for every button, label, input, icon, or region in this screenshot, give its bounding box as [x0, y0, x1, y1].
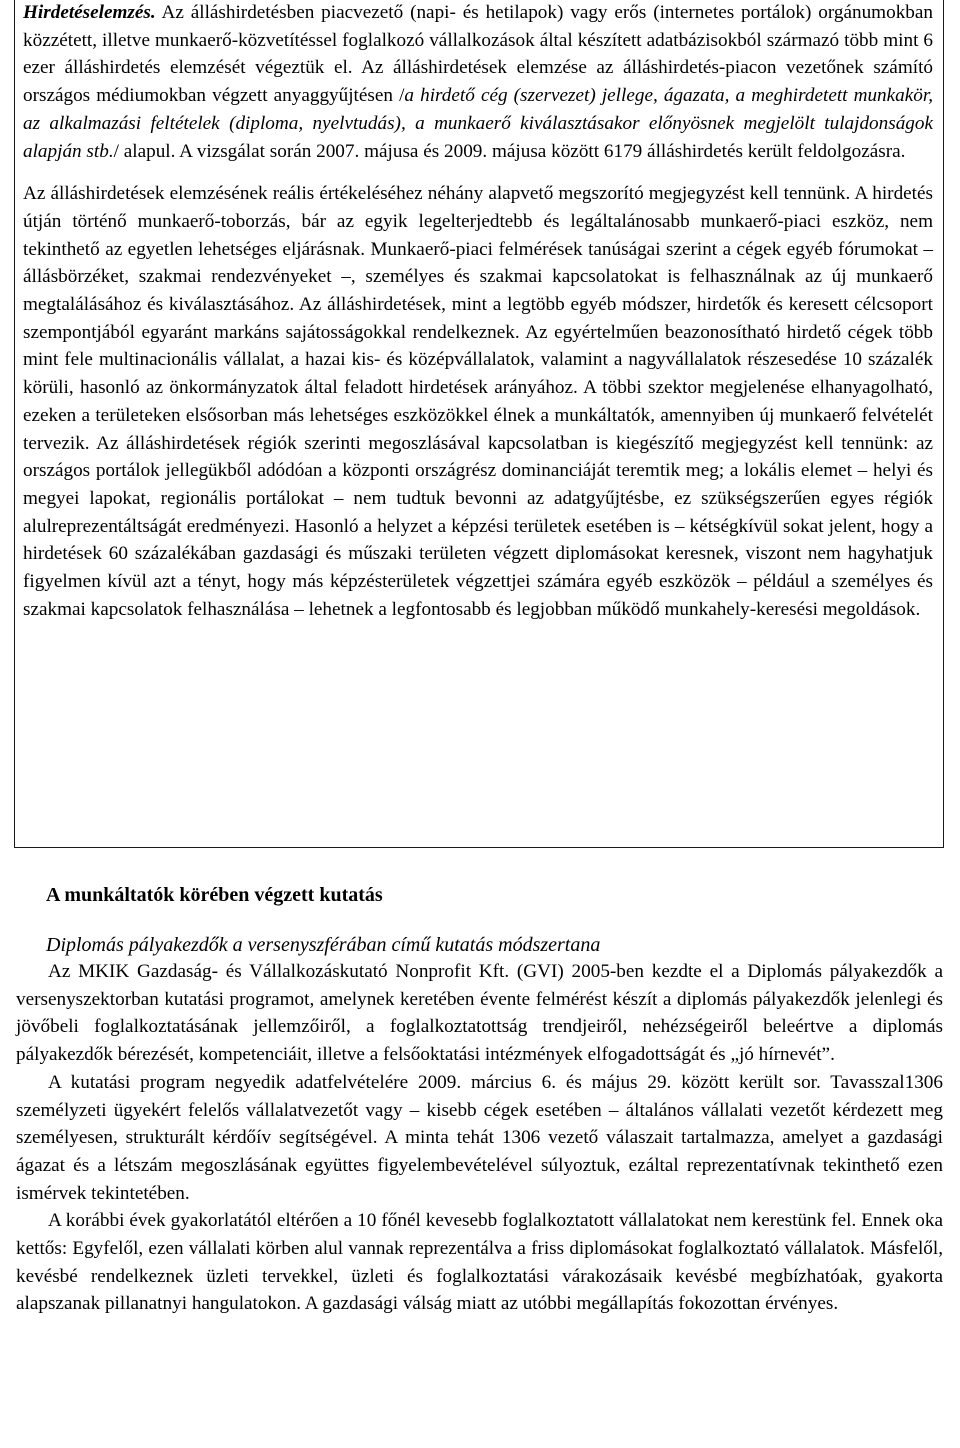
summary-box: [14, 0, 944, 848]
box-lead-title: Hirdetéselemzés.: [23, 2, 156, 23]
section-subheading: Diplomás pályakezdők a versenyszférában című kutatás módszertana: [46, 934, 601, 956]
section-paragraph-2: A kutatási program negyedik adatfelvételére 2009. március 6. és május 29. között került sor. Tavasszal1306 személyzeti ügyekért felelős vállalatvezetőt vagy – kisebb cégek esetében – általános vállalati vezetőt kérdezett meg személyesen, strukturált kérdőív segítségével. A minta tehát 1306 vezető válaszait tartalmazza, amelyet a gazdasági ágazat és a létszám megoszlásának együttes figyelembevételével súlyoztuk, ezáltal reprezentatívnak tekinthető ezen ismérvek tekintetében.: [16, 1071, 943, 1204]
box-p1-text: Az álláshirdetésben piacvezető (napi- és hetilapok) vagy erős (internetes portálok) orgánumokban közzétett, illetve munkaerő-közvetítéssel foglalkozó vállalkozások által készített adatbázisokból származó több mint 6 ezer álláshirdetés elemzését végeztük el. Az álláshirdetések elemzése az álláshirdetés-piacon vezetőnek számító országos médiumokban végzett anyaggyűjtésen /: [23, 2, 933, 107]
section-paragraph-1: Az MKIK Gazdaság- és Vállalkozáskutató Nonprofit Kft. (GVI) 2005-ben kezdte el a Diplomás pályakezdők a versenyszektorban kutatási programot, amelynek keretében évente felmérést készít a diplomás pályakezdők jelenlegi és jövőbeli foglalkoztatásának jellemzőiről, a foglalkoztatottság trendjeiről, nehézségeiről beleértve a diplomás pályakezdők bérezését, kompetenciáit, illetve a felsőoktatási intézmények elfogadottságát és „jó hírnevét”.: [16, 961, 943, 1066]
section-paragraph-3: A korábbi évek gyakorlatától eltérően a 10 főnél kevesebb foglalkoztatott vállalatokat nem kerestünk fel. Ennek oka kettős: Egyfelől, ezen vállalati körben alul vannak reprezentálva a friss diplomásokat foglalkoztató vállalatok. Másfelől, kevésbé rendelkeznek üzleti tervekkel, üzleti és foglalkoztatási várakozásaik kevésbé megbízhatóak, gyakorta alapszanak pillanatnyi hangulatokon. A gazdasági válság miatt az utóbbi megállapítás fokozottan érvényes.: [16, 1210, 943, 1315]
box-p1-end: / alapul. A vizsgálat során 2007. májusa és 2009. májusa között 6179 álláshirdetés került feldolgozásra.: [113, 140, 906, 162]
box-paragraph-1: [15, 0, 943, 165]
section-heading: A munkáltatók körében végzett kutatás: [46, 884, 383, 906]
research-section: [14, 880, 944, 1318]
box-paragraph-2: Az álláshirdetések elemzésének reális értékeléséhez néhány alapvető megszorító megjegyzést kell tennünk. A hirdetés útján történő munkaerő-toborzás, bár az egyik legelterjedtebb és legáltalánosabb munkaerő-piaci eszköz, nem tekinthető az egyetlen lehetséges eljárásnak. Munkaerő-piaci felmérések tanúságai szerint a cégek egyéb fórumokat – állásbörzéket, szakmai rendezvényeket –, személyes és szakmai kapcsolatokat is felhasználnak az új munkaerő megtalálásához és kiválasztásához. Az álláshirdetések, mint a legtöbb egyéb módszer, hirdetők és keresett célcsoport szempontjából egyaránt markáns sajátosságokkal rendelkeznek. Az egyértelműen beazonosítható hirdető cégek több mint fele multinacionális vállalat, a hazai kis- és középvállalatok, valamint a nagyvállalatok részesedése 10 százalék körüli, hasonló az önkormányzatok által feladott hirdetések arányához. A többi szektor megjelenése elhanyagolható, ezeken a területeken elsősorban más lehetséges eszközökkel élnek a munkáltatók, amennyiben új munkaerő felvételét tervezik. Az álláshirdetések régiók szerinti megoszlásával kapcsolatban is kiegészítő megjegyzést kell tennünk: az országos portálok jellegükből adódóan a központi országrész dominanciáját teremtik meg; a lokális elemet – helyi és megyei lapokat, regionális portálokat – nem tudtuk bevonni az adatgyűjtésbe, ez szükségszerűen egyes régiók alulreprezentáltságát eredményezi. Hasonló a helyzet a képzési területek esetében is – kétségkívül sokat jelent, hogy a hirdetések 60 százalékában gazdasági és műszaki területen végzett diplomásokat keresnek, viszont nem hagyhatjuk figyelmen kívül azt a tényt, hogy más képzésterületek végzettjei számára egyéb eszközök – például a személyes és szakmai kapcsolatok felhasználása – lehetnek a legfontosabb és legjobban működő munkahely-keresési megoldások.: [23, 183, 933, 620]
box-p1-italic: a hirdető cég (szervezet) jellege, ágazata, a meghirdetett munkakör, az alkalmazási feltételek (diploma, nyelvtudás), a munkaerő kiválasztásakor előnyösnek megjelölt tulajdonságok alapján stb.: [23, 85, 933, 162]
